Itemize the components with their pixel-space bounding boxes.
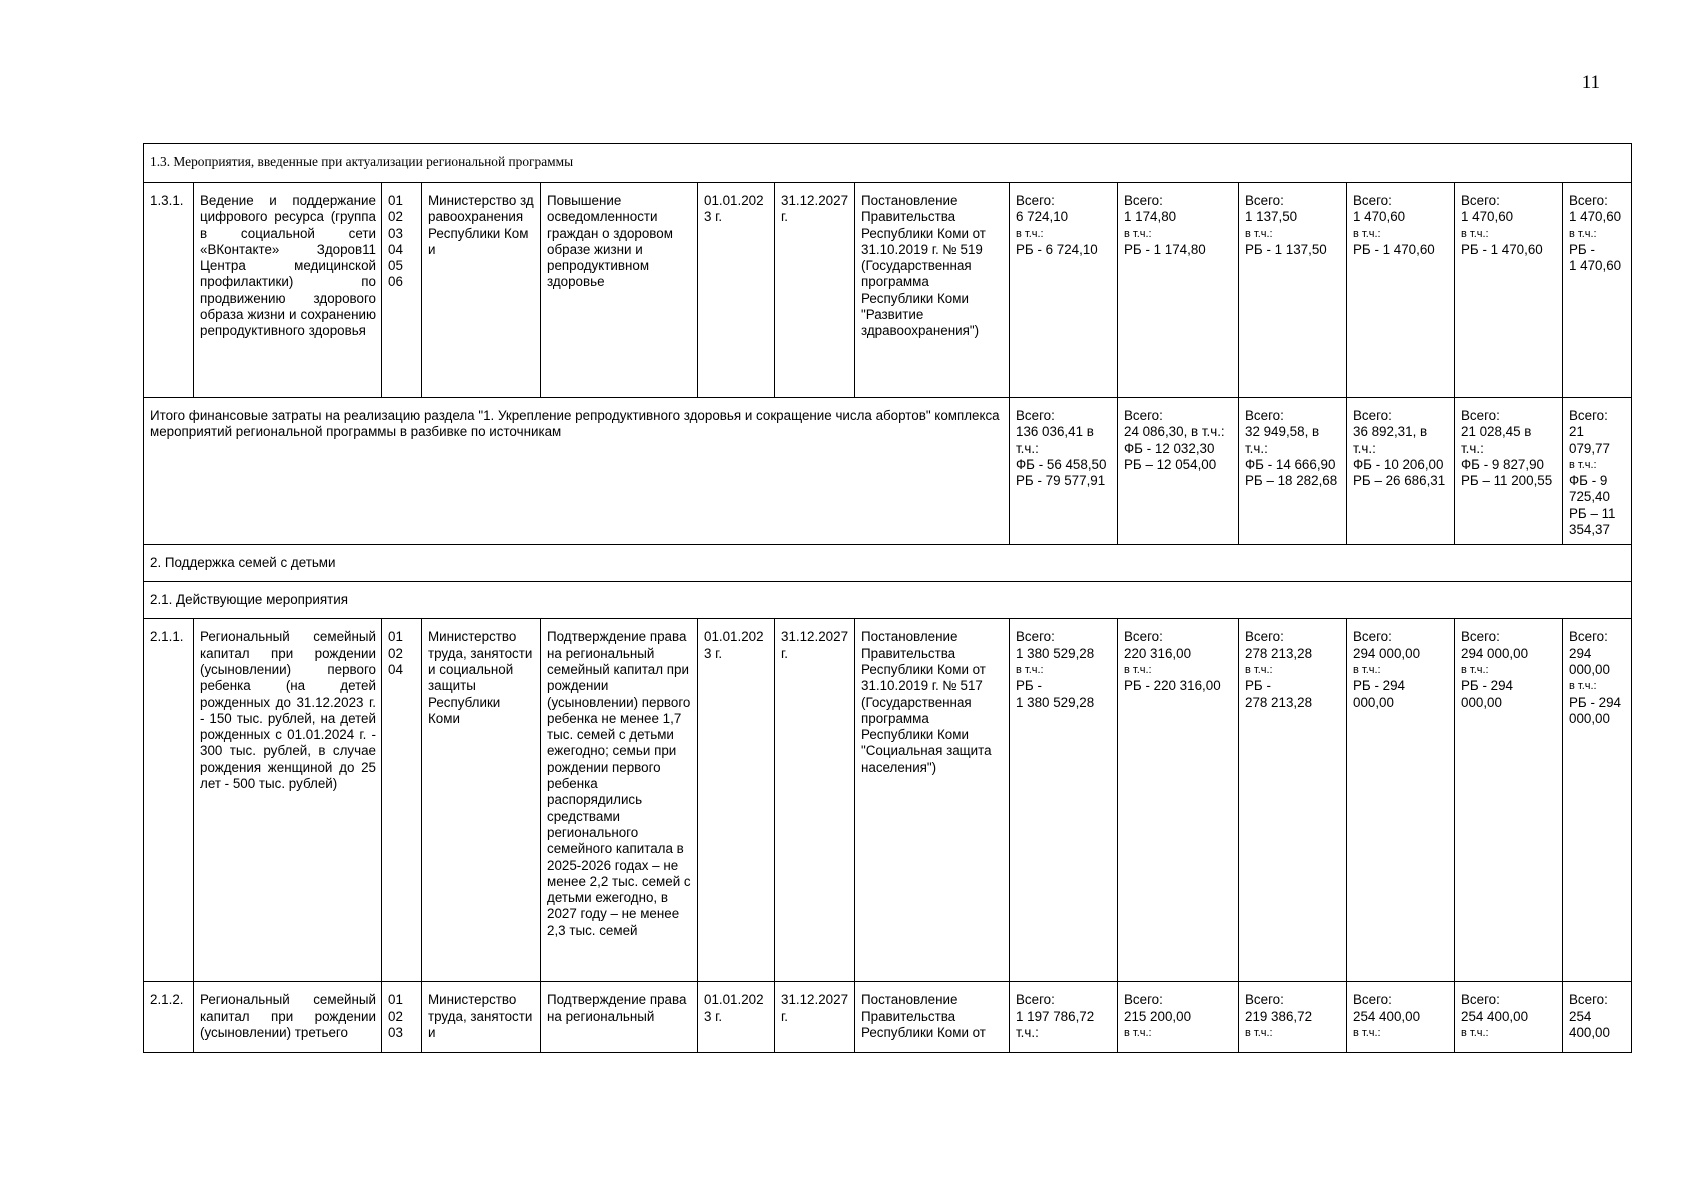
total-funding-cell: Всего: 21 028,45 в т.ч.: ФБ - 9 827,90 РБ – 11 200,55 bbox=[1455, 398, 1563, 545]
section-row-1-3 bbox=[144, 144, 1632, 183]
expected-result: Подтверждение права на региональный bbox=[541, 982, 698, 1053]
end-date: 31.12.2027 г. bbox=[775, 183, 855, 398]
total-funding-cell: Всего: 21 079,77 в т.ч.: ФБ - 9 725,40 РБ – 11 354,37 bbox=[1563, 398, 1632, 545]
table-row bbox=[144, 183, 1632, 398]
legal-basis: Постановление Правительства Республики Коми от bbox=[855, 982, 1010, 1053]
total-label: Итого финансовые затраты на реализацию раздела "1. Укрепление репродуктивного здоровья и сокращение числа абортов" комплекса мероприятий региональной программы в разбивке по источникам bbox=[144, 398, 1010, 545]
section-title: 2. Поддержка семей с детьми bbox=[144, 545, 1632, 582]
section-row-2 bbox=[144, 545, 1632, 582]
funding-cell: Всего: 254 400,00 в т.ч.: bbox=[1347, 982, 1455, 1053]
funding-cell: Всего: 254 400,00 bbox=[1563, 982, 1632, 1053]
total-funding-cell: Всего: 136 036,41 в т.ч.: ФБ - 56 458,50 РБ - 79 577,91 bbox=[1010, 398, 1118, 545]
activity-name: Региональный семейный капитал при рождении (усыновлении) третьего bbox=[194, 982, 382, 1053]
section-title: 2.1. Действующие мероприятия bbox=[144, 582, 1632, 619]
legal-basis: Постановление Правительства Республики Коми от 31.10.2019 г. № 519 (Государственная программа Республики Коми "Развитие здравоохранения") bbox=[855, 183, 1010, 398]
executor: Министерство труда, занятости и bbox=[422, 982, 541, 1053]
section-row-2-1 bbox=[144, 582, 1632, 619]
funding-cell: Всего: 294 000,00 в т.ч.: РБ - 294 000,00 bbox=[1563, 619, 1632, 982]
funding-cell: Всего: 254 400,00 в т.ч.: bbox=[1455, 982, 1563, 1053]
row-number: 2.1.2. bbox=[144, 982, 194, 1053]
start-date: 01.01.2023 г. bbox=[698, 982, 775, 1053]
total-row bbox=[144, 398, 1632, 545]
executor: Министерство здравоохранения Республики Коми bbox=[422, 183, 541, 398]
expected-result: Подтверждение права на региональный семейный капитал при рождении (усыновлении) первого ребенка не менее 1,7 тыс. семей с детьми ежегодно; семьи при рождении первого ребенка распорядились средствами регионального семейного капитала в 2025-2026 годах – не менее 2,2 тыс. семей с детьми ежегодно, в 2027 году – не менее 2,3 тыс. семей bbox=[541, 619, 698, 982]
section-title: 1.3. Мероприятия, введенные при актуализации региональной программы bbox=[144, 144, 1632, 183]
funding-cell: Всего: 1 197 786,72 т.ч.: bbox=[1010, 982, 1118, 1053]
legal-basis: Постановление Правительства Республики Коми от 31.10.2019 г. № 517 (Государственная программа Республики Коми "Социальная защита населения") bbox=[855, 619, 1010, 982]
end-date: 31.12.2027 г. bbox=[775, 619, 855, 982]
total-funding-cell: Всего: 32 949,58, в т.ч.: ФБ - 14 666,90 РБ – 18 282,68 bbox=[1239, 398, 1347, 545]
funding-cell: Всего: 294 000,00 в т.ч.: РБ - 294 000,00 bbox=[1455, 619, 1563, 982]
activity-name: Региональный семейный капитал при рождении (усыновлении) первого ребенка (на детей рожденных до 31.12.2023 г. - 150 тыс. рублей, на детей рожденных с 01.01.2024 г. - 300 тыс. рублей, в случае рождения женщиной до 25 лет - 500 тыс. рублей) bbox=[194, 619, 382, 982]
funding-cell: Всего: 1 470,60 в т.ч.: РБ - 1 470,60 bbox=[1563, 183, 1632, 398]
start-date: 01.01.2023 г. bbox=[698, 619, 775, 982]
row-number: 2.1.1. bbox=[144, 619, 194, 982]
funding-cell: Всего: 1 470,60 в т.ч.: РБ - 1 470,60 bbox=[1455, 183, 1563, 398]
funding-cell: Всего: 220 316,00 в т.ч.: РБ - 220 316,00 bbox=[1118, 619, 1239, 982]
program-table bbox=[143, 143, 1632, 1053]
activity-name: Ведение и поддержание цифрового ресурса (группа в социальной сети «ВКонтакте» Здоров11 Центра медицинской профилактики) по продвижению здорового образа жизни и сохранению репродуктивного здоровья bbox=[194, 183, 382, 398]
executor: Министерство труда, занятости и социальной защиты Республики Коми bbox=[422, 619, 541, 982]
row-number: 1.3.1. bbox=[144, 183, 194, 398]
expected-result: Повышение осведомленности граждан о здоровом образе жизни и репродуктивном здоровье bbox=[541, 183, 698, 398]
table-row bbox=[144, 619, 1632, 982]
end-date: 31.12.2027 г. bbox=[775, 982, 855, 1053]
funding-cell: Всего: 278 213,28 в т.ч.: РБ - 278 213,28 bbox=[1239, 619, 1347, 982]
funding-cell: Всего: 1 174,80 в т.ч.: РБ - 1 174,80 bbox=[1118, 183, 1239, 398]
total-funding-cell: Всего: 24 086,30, в т.ч.: ФБ - 12 032,30 РБ – 12 054,00 bbox=[1118, 398, 1239, 545]
funding-cell: Всего: 1 470,60 в т.ч.: РБ - 1 470,60 bbox=[1347, 183, 1455, 398]
goal-codes: 01 02 03 04 05 06 bbox=[382, 183, 422, 398]
funding-cell: Всего: 294 000,00 в т.ч.: РБ - 294 000,00 bbox=[1347, 619, 1455, 982]
total-funding-cell: Всего: 36 892,31, в т.ч.: ФБ - 10 206,00 РБ – 26 686,31 bbox=[1347, 398, 1455, 545]
funding-cell: Всего: 215 200,00 в т.ч.: bbox=[1118, 982, 1239, 1053]
goal-codes: 01 02 03 bbox=[382, 982, 422, 1053]
goal-codes: 01 02 04 bbox=[382, 619, 422, 982]
funding-cell: Всего: 6 724,10 в т.ч.: РБ - 6 724,10 bbox=[1010, 183, 1118, 398]
page-number: 11 bbox=[1581, 72, 1600, 93]
table-row bbox=[144, 982, 1632, 1053]
funding-cell: Всего: 219 386,72 в т.ч.: bbox=[1239, 982, 1347, 1053]
funding-cell: Всего: 1 380 529,28 в т.ч.: РБ - 1 380 529,28 bbox=[1010, 619, 1118, 982]
start-date: 01.01.2023 г. bbox=[698, 183, 775, 398]
funding-cell: Всего: 1 137,50 в т.ч.: РБ - 1 137,50 bbox=[1239, 183, 1347, 398]
